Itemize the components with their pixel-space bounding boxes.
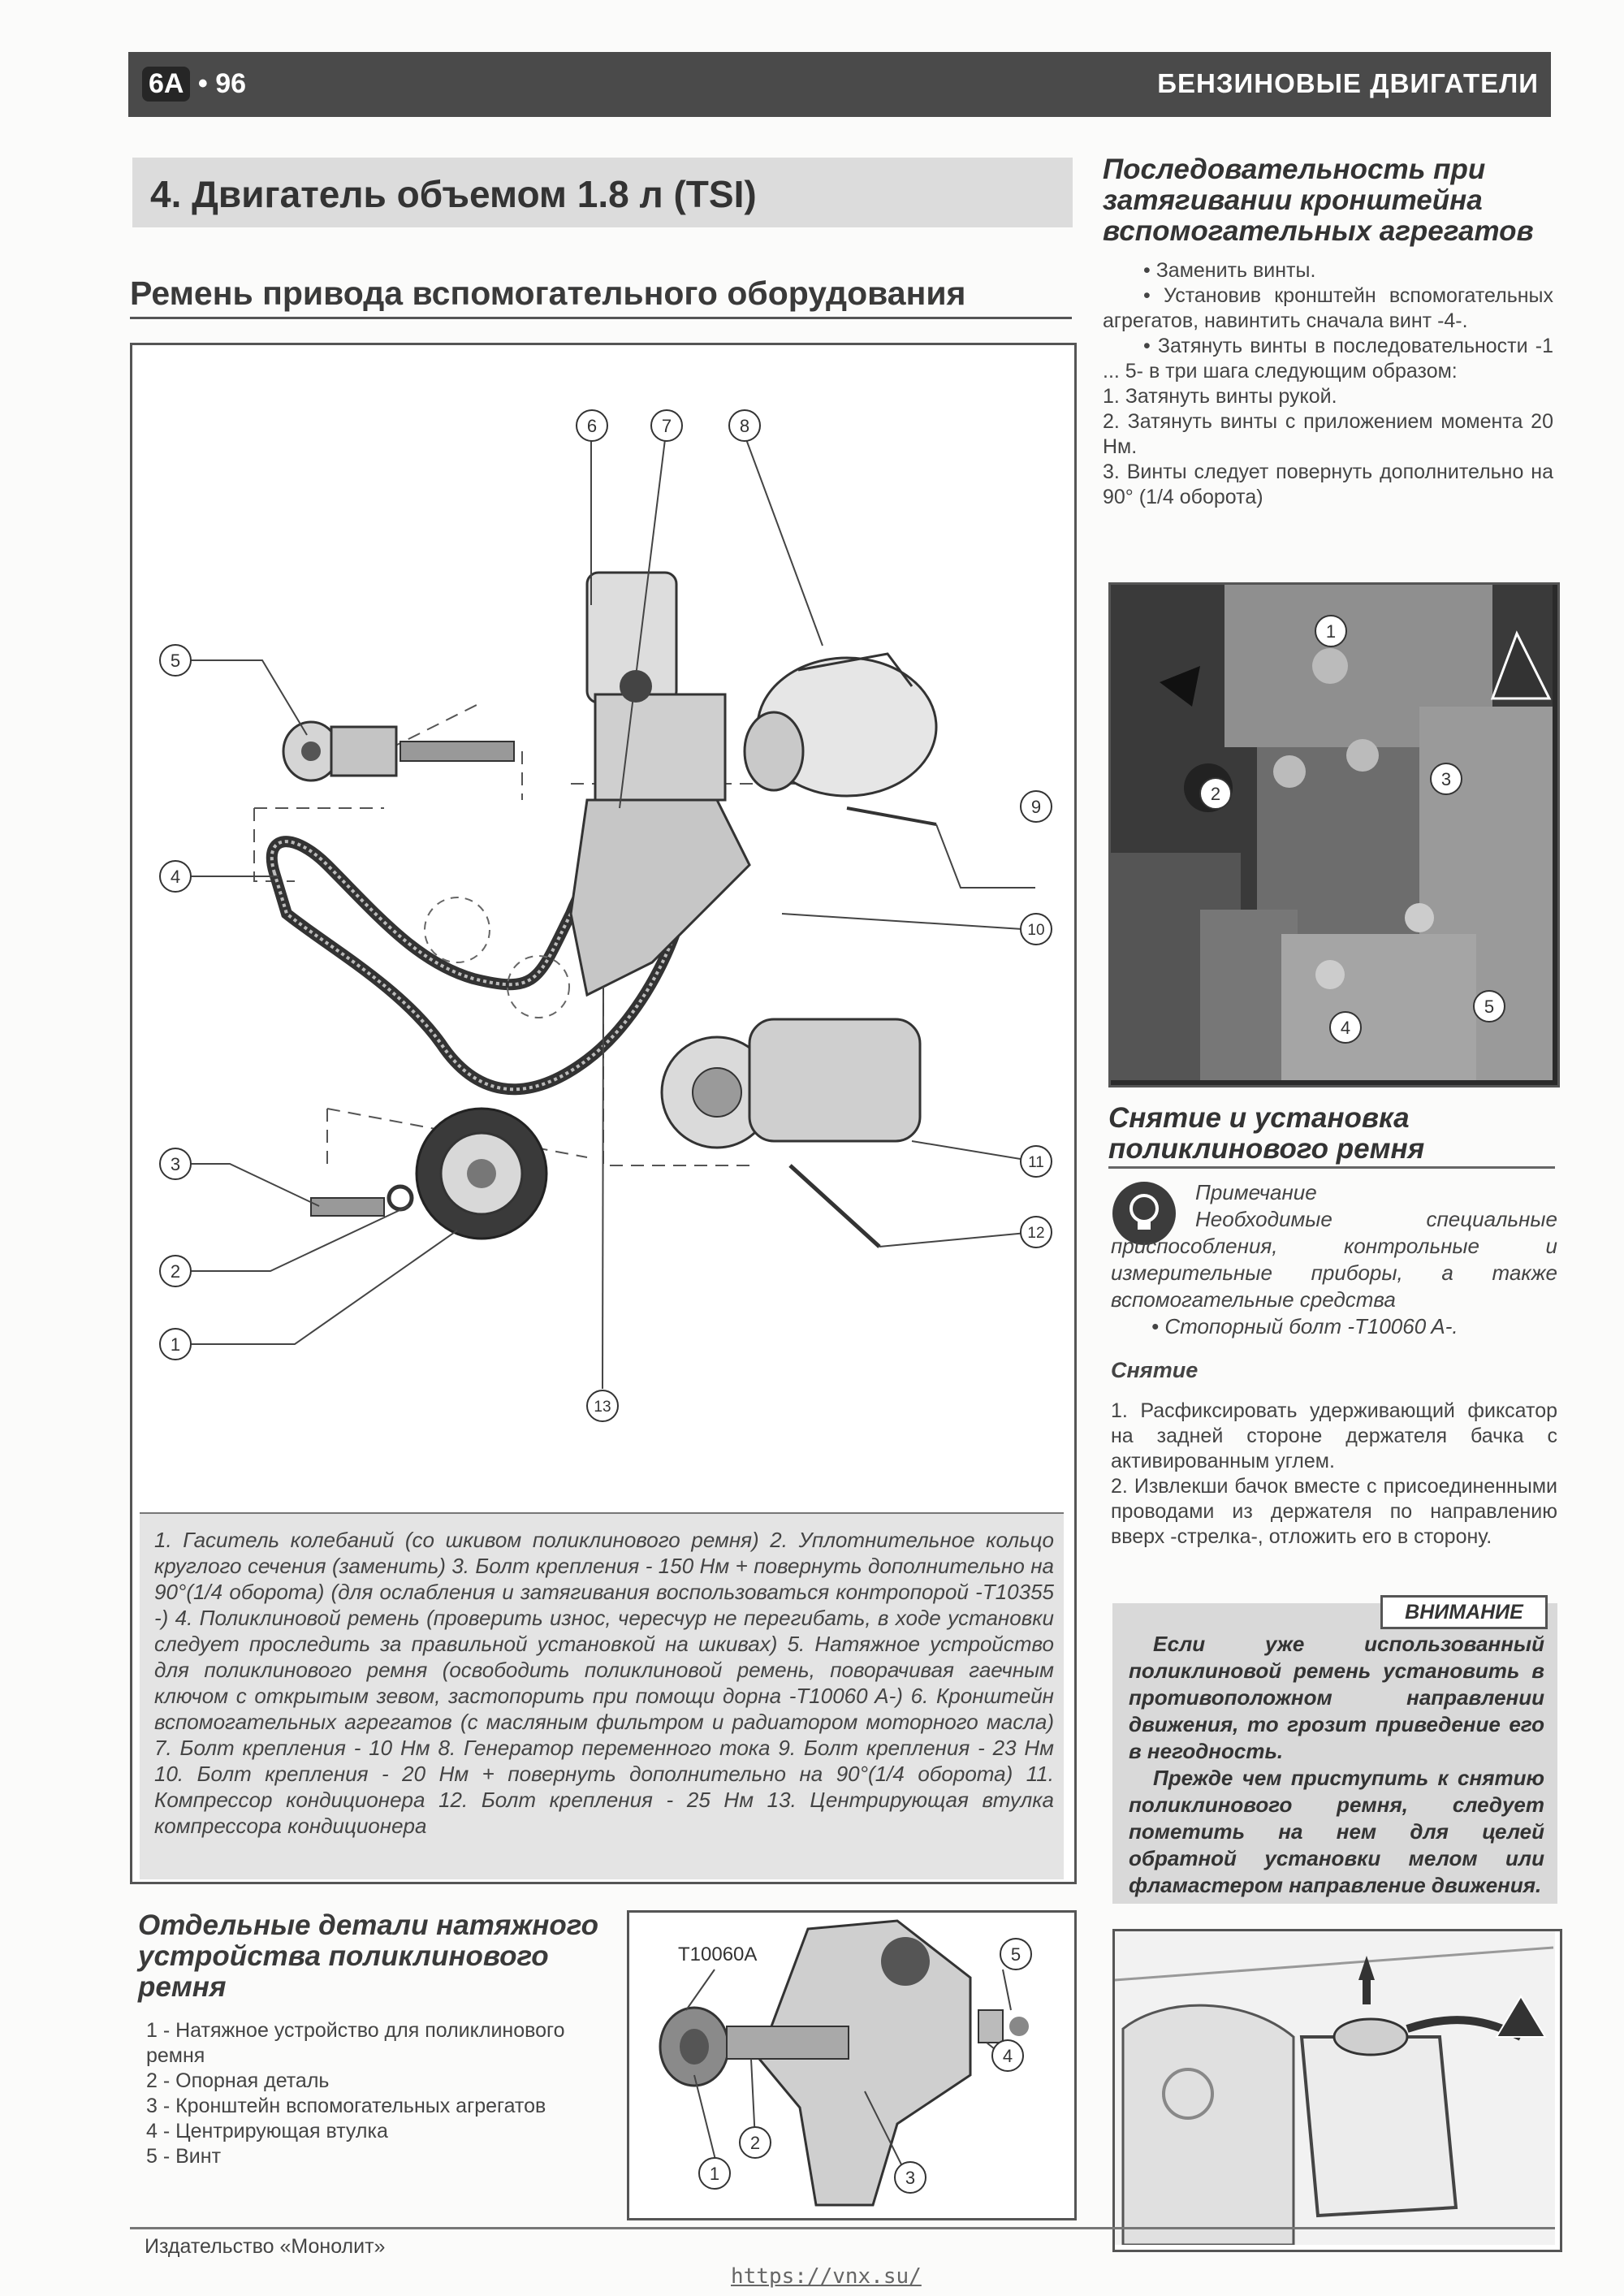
- svg-text:5: 5: [1010, 1944, 1021, 1965]
- diagram-drawing: [132, 345, 1069, 1515]
- svg-text:1: 1: [709, 2164, 720, 2184]
- tensioner-photo: [627, 1910, 1077, 2220]
- svg-text:7: 7: [661, 416, 672, 436]
- photo-callout-1: [698, 2156, 732, 2194]
- warning-label: ВНИМАНИЕ: [1380, 1595, 1548, 1629]
- vibration-damper: [311, 1109, 546, 1239]
- callout-4: [158, 859, 192, 897]
- svg-text:1: 1: [1325, 621, 1337, 642]
- figure-caption: 1. Гаситель колебаний (со шкивом поликлинового ремня) 2. Уплотнительное кольцо круглого сечения (заменить) 3. Болт крепления - 150 Нм + повернуть дополнительно на 90°(1/4 оборота) (для ослабления и затягивания воспользоваться контропорой -T10355 -) 4. Поликлиновой ремень (проверить износ, чересчур не перегибать, в ходе установки следует проследить за правильной установкой на шкивах) 5. Натяжное устройство для поликлинового ремня (освободить поликлиновой ремень, поворачивая гаечным ключом с открытым зевом, застопорить при помощи дорна -T10060 A-) 6. Кронштейн вспомогательных агрегатов (с масляным фильтром и радиатором моторного масла) 7. Болт крепления - 10 Нм 8. Генератор переменного тока 9. Болт крепления - 23 Нм 10. Болт крепления - 20 Нм + повернуть дополнительно на 90°(1/4 оборота) 11. Компрессор кондиционера 12. Болт крепления - 25 Нм 13. Центрирующая втулка компрессора кондиционера: [154, 1528, 1054, 1838]
- svg-text:2: 2: [170, 1261, 181, 1282]
- svg-text:13: 13: [594, 1399, 611, 1416]
- photo-callout-4: [991, 2039, 1025, 2077]
- removal-title-rule: [1108, 1166, 1555, 1169]
- svg-text:10: 10: [1027, 922, 1045, 939]
- footer-rule: [130, 2227, 1555, 2229]
- callout-13: [585, 1389, 620, 1427]
- svg-text:4: 4: [170, 867, 181, 887]
- photo-callout-5: [999, 1937, 1033, 1975]
- tensioner-parts-list: [146, 2018, 601, 2169]
- callout-8: [728, 409, 762, 447]
- callout-7: [650, 409, 684, 447]
- tool-label: T10060A: [678, 1944, 758, 1965]
- removal-steps: [1111, 1399, 1557, 1550]
- bracket-bolts-photo: [1108, 582, 1560, 1087]
- photo-callout-1: [1314, 614, 1348, 652]
- removal-title: Снятие и установка поликлинового ремня: [1108, 1102, 1425, 1165]
- source-url[interactable]: https://vnx.su/: [731, 2264, 922, 2289]
- section-subtitle: Ремень привода вспомогательного оборудования: [130, 275, 966, 312]
- list-item: 2 - Опорная деталь: [146, 2069, 330, 2092]
- svg-text:9: 9: [1030, 797, 1042, 817]
- note-label: Примечание: [1195, 1180, 1317, 1204]
- callout-9: [1019, 789, 1053, 828]
- svg-text:8: 8: [739, 416, 750, 436]
- list-item: 4 - Центрирующая втулка: [146, 2120, 388, 2143]
- list-item: 1. Расфиксировать удерживающий фиксатор на задней стороне держателя бачка с активированным углем.: [1111, 1399, 1557, 1472]
- tensioner-section-title: Отдельные детали натяжного устройства поликлинового ремня: [138, 1909, 598, 2003]
- svg-text:2: 2: [749, 2133, 761, 2153]
- svg-text:6: 6: [586, 416, 598, 436]
- ac-compressor: [662, 1019, 920, 1247]
- callout-2: [158, 1254, 192, 1292]
- callout-6: [575, 409, 609, 447]
- callout-1: [158, 1327, 192, 1365]
- svg-text:4: 4: [1340, 1018, 1351, 1038]
- svg-text:12: 12: [1027, 1225, 1045, 1242]
- page-number: [142, 67, 246, 102]
- svg-text:3: 3: [905, 2168, 916, 2188]
- subtitle-rule: [130, 317, 1072, 319]
- callout-12: [1019, 1215, 1053, 1253]
- list-item: 2. Затянуть винты с приложением момента 20 Нм.: [1103, 410, 1553, 458]
- svg-text:1: 1: [170, 1334, 181, 1355]
- warning-paragraph: Прежде чем приступить к снятию поликлинового ремня, следует пометить на нем для целей обратной установки мелом или фламастером направление движения.: [1129, 1766, 1544, 1897]
- callout-10: [1019, 912, 1053, 950]
- callout-11: [1019, 1144, 1053, 1183]
- list-item: 2. Извлекши бачок вместе с присоединенными проводами из держателя по направлению вверх -стрелка-, отложить его в сторону.: [1111, 1475, 1557, 1548]
- svg-text:5: 5: [1484, 997, 1495, 1017]
- section-badge: 6A: [142, 67, 190, 102]
- note-text: Необходимые специальные приспособления, контрольные и измерительные приборы, а также вспомогательные средства: [1111, 1207, 1557, 1312]
- svg-text:5: 5: [170, 651, 181, 671]
- canister-drawing: [1115, 1931, 1555, 2245]
- svg-text:3: 3: [1440, 769, 1452, 789]
- svg-text:3: 3: [170, 1154, 181, 1174]
- svg-text:2: 2: [1210, 784, 1221, 804]
- list-item: 1. Затянуть винты рукой.: [1103, 385, 1337, 408]
- list-item: • Затянуть винты в последовательности -1 ... 5- в три шага следующим образом:: [1103, 335, 1553, 383]
- list-item: 1 - Натяжное устройство для поликлинового ремня: [146, 2019, 565, 2067]
- publisher: Издательство «Монолит»: [145, 2235, 386, 2258]
- callout-3: [158, 1147, 192, 1185]
- list-item: 3. Винты следует повернуть дополнительно на 90° (1/4 оборота): [1103, 460, 1553, 508]
- alternator: [745, 654, 936, 824]
- section-title: 4. Двигатель объемом 1.8 л (TSI): [150, 173, 757, 215]
- list-item: 5 - Винт: [146, 2145, 222, 2168]
- note-block: [1111, 1179, 1557, 1340]
- accessory-bracket: [571, 573, 749, 995]
- note-item: • Стопорный болт -T10060 A-.: [1151, 1314, 1458, 1338]
- removal-subheading: Снятие: [1111, 1358, 1199, 1382]
- list-item: • Заменить винты.: [1143, 259, 1316, 282]
- warning-paragraph: Если уже использованный поликлиновой ремень установить в противоположном направлении движения, то грозит приведение его в негодность.: [1129, 1632, 1544, 1763]
- photo-callout-3: [893, 2160, 927, 2199]
- svg-text:11: 11: [1028, 1154, 1044, 1171]
- photo-callout-4: [1328, 1010, 1363, 1049]
- sequence-steps: [1103, 258, 1553, 510]
- photo-callout-2: [1199, 776, 1233, 815]
- sequence-title: Последовательность при затягивании кронштейна вспомогательных агрегатов: [1103, 153, 1534, 247]
- list-item: • Установив кронштейн вспомогательных агрегатов, навинтить сначала винт -4-.: [1103, 284, 1553, 332]
- tensioner-assembly: [283, 722, 514, 780]
- callout-5: [158, 643, 192, 681]
- warning-text: [1129, 1631, 1544, 1899]
- chapter-title: БЕНЗИНОВЫЕ ДВИГАТЕЛИ: [1157, 68, 1539, 98]
- list-item: 3 - Кронштейн вспомогательных агрегатов: [146, 2095, 546, 2117]
- svg-text:4: 4: [1002, 2046, 1013, 2066]
- photo-callout-3: [1429, 762, 1463, 800]
- page-number-text: • 96: [197, 68, 247, 99]
- photo-callout-5: [1472, 989, 1506, 1027]
- canister-photo: [1112, 1929, 1562, 2252]
- photo-callout-2: [738, 2125, 772, 2164]
